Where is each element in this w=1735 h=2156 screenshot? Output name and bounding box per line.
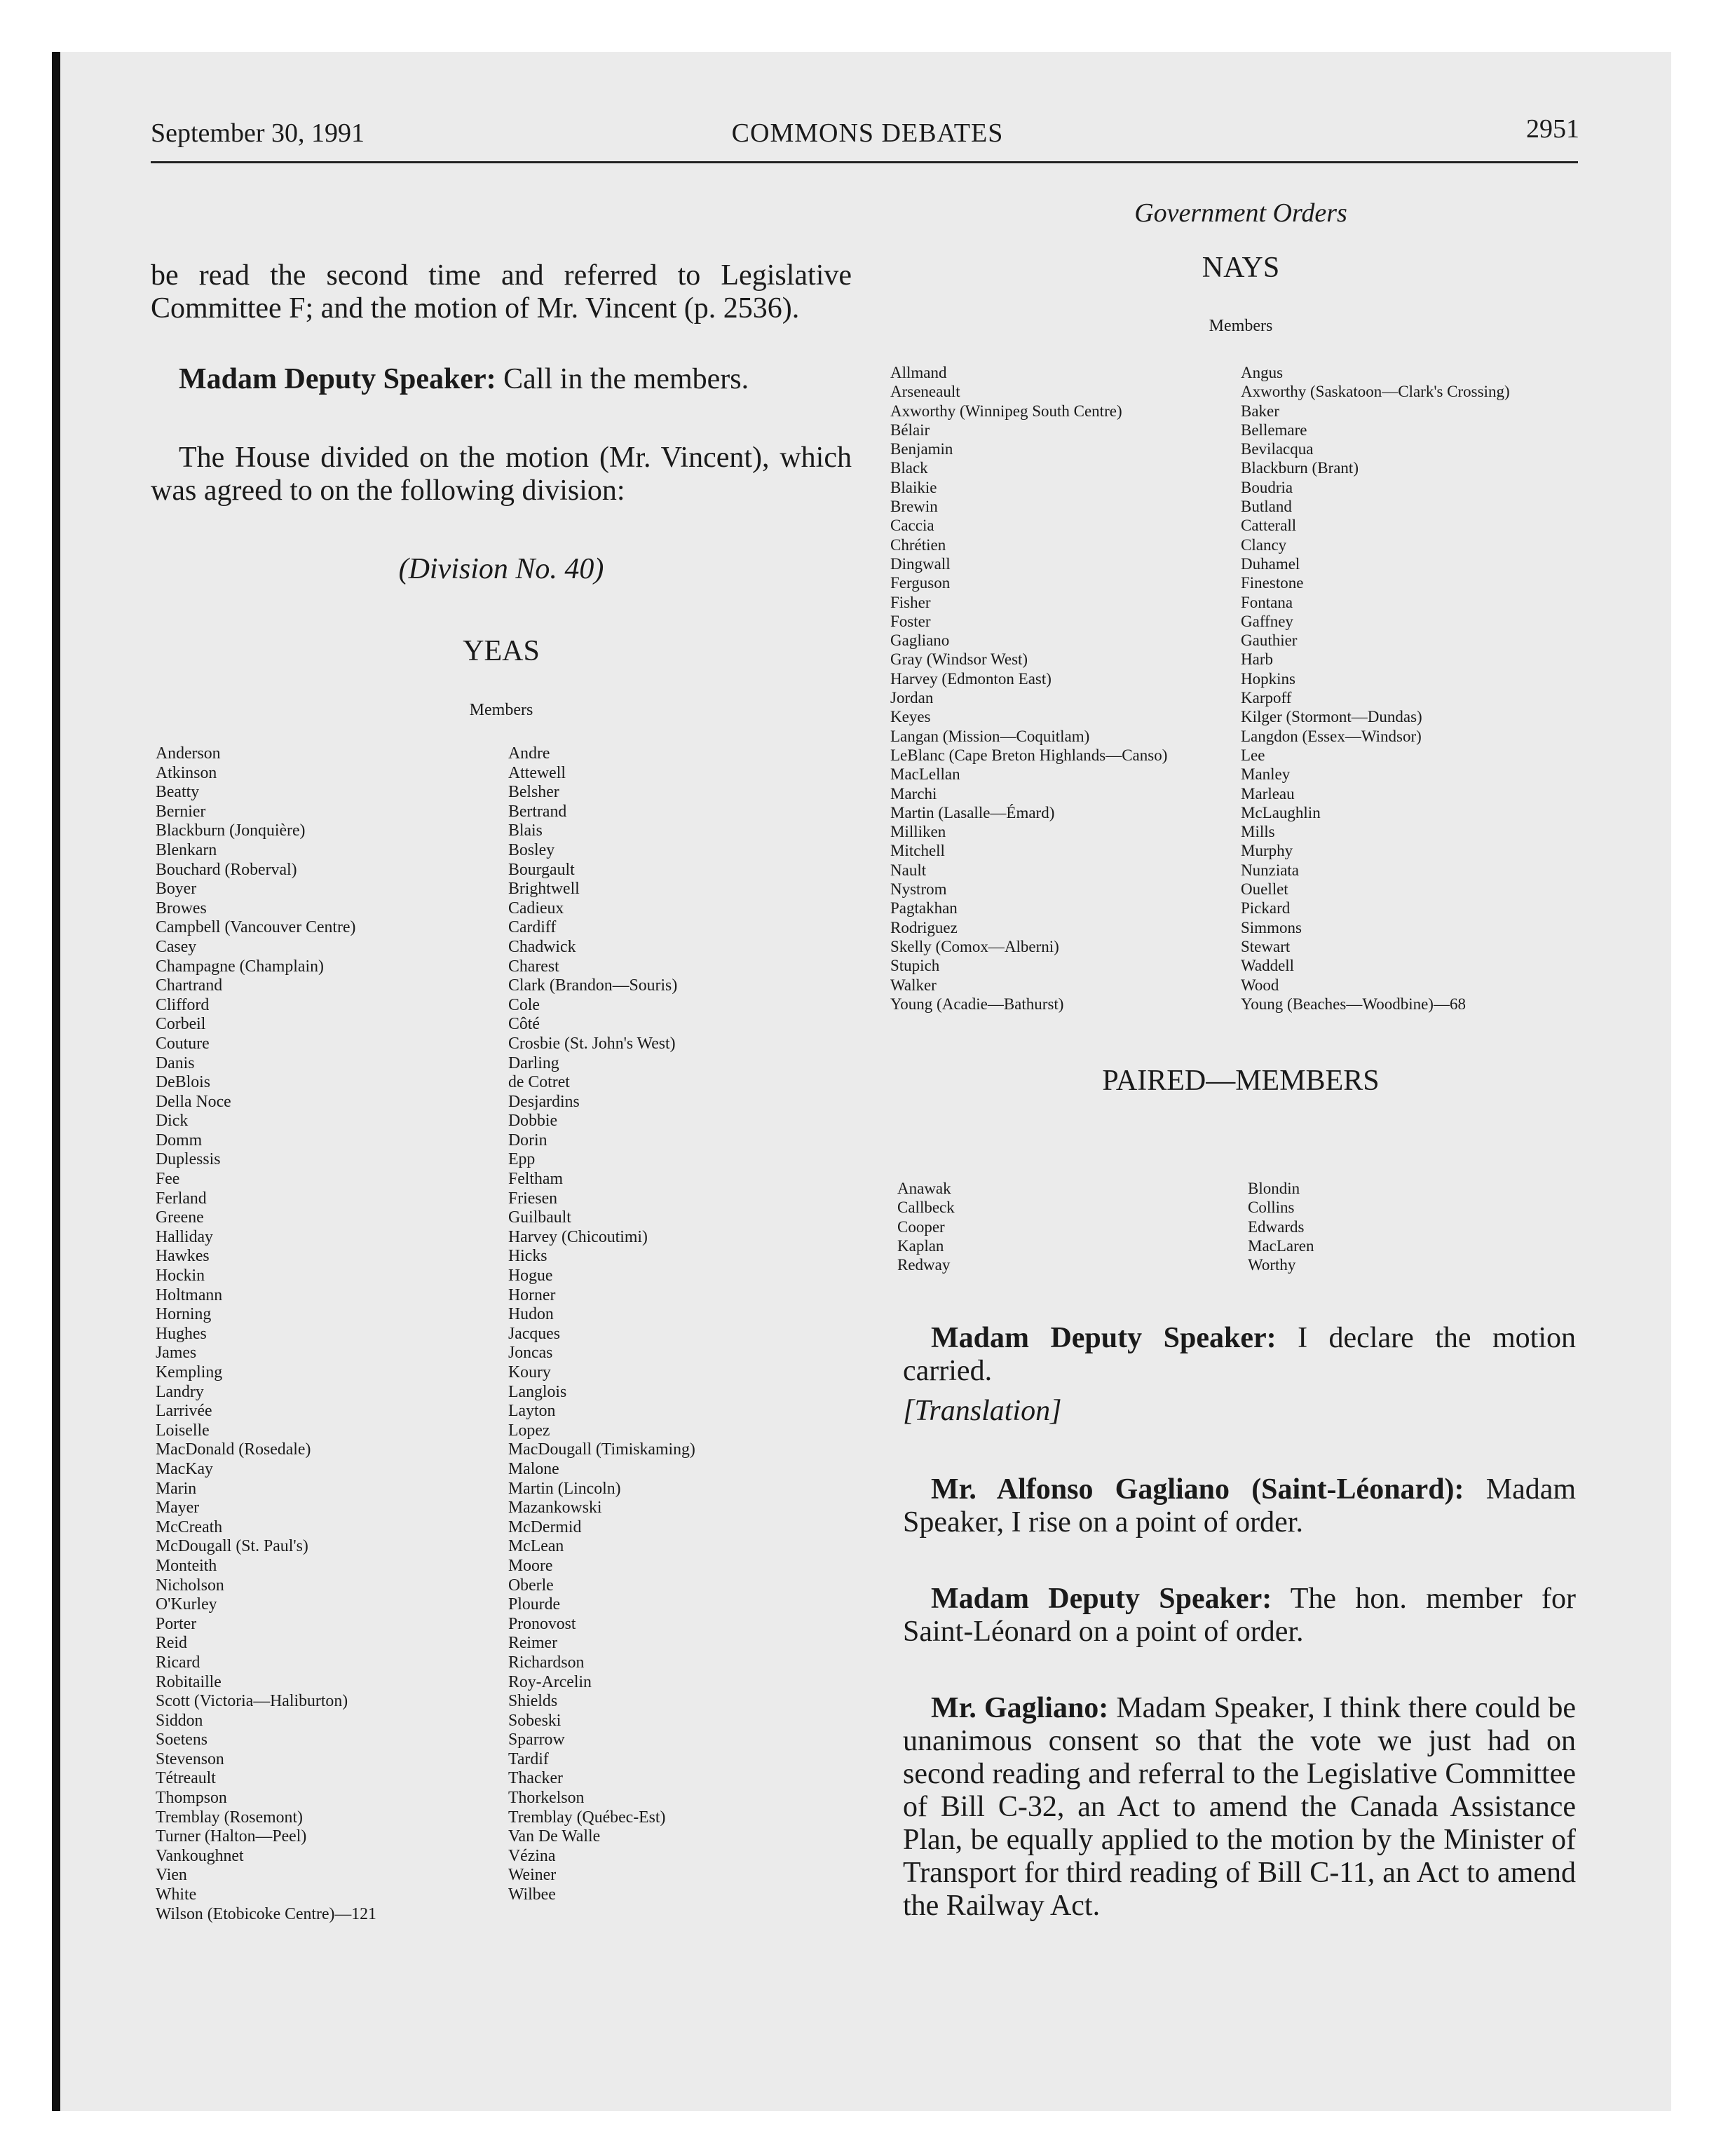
member-name: Shields <box>508 1692 558 1711</box>
member-name: Stevenson <box>156 1749 224 1768</box>
paragraph-division: The House divided on the motion (Mr. Vincent), which was agreed to on the following division: <box>151 442 852 507</box>
member-name: Ricard <box>156 1653 200 1672</box>
member-name: Tétreault <box>156 1769 216 1788</box>
member-name: Black <box>890 459 928 477</box>
member-name: Brightwell <box>508 880 580 899</box>
member-name: Wilson (Etobicoke Centre)—121 <box>156 1904 376 1923</box>
member-name: Crosbie (St. John's West) <box>508 1034 676 1053</box>
nays-members-label: Members <box>1209 317 1273 335</box>
member-name: Desjardins <box>508 1092 580 1111</box>
section-label: Government Orders <box>1134 198 1347 228</box>
member-name: Beatty <box>156 783 200 802</box>
member-name: Clark (Brandon—Souris) <box>508 976 678 995</box>
member-name: Murphy <box>1241 842 1293 860</box>
member-name: McLaughlin <box>1241 803 1321 821</box>
member-name: Moore <box>508 1556 553 1575</box>
header-title: COMMONS DEBATES <box>731 118 1004 148</box>
member-name: Marin <box>156 1479 197 1498</box>
member-name: Caccia <box>890 517 934 535</box>
member-name: Kilger (Stormont—Dundas) <box>1241 708 1422 726</box>
yeas-list-1 <box>156 744 376 1924</box>
member-name: Dingwall <box>890 554 951 573</box>
page-number: 2951 <box>1526 114 1579 144</box>
member-name: Wood <box>1241 976 1279 994</box>
member-name: Robitaille <box>156 1672 222 1691</box>
member-name: White <box>156 1885 197 1904</box>
member-name: Gray (Windsor West) <box>890 650 1028 669</box>
member-name: McLean <box>508 1537 564 1556</box>
speech-text: Madam Speaker, I rise on a point of order. <box>903 1473 1577 1538</box>
member-name: Browes <box>156 899 207 917</box>
member-name: Hughes <box>156 1324 207 1343</box>
member-name: Van De Walle <box>508 1827 601 1846</box>
member-name: Ferland <box>156 1189 207 1208</box>
member-name: Andre <box>508 744 550 763</box>
member-name: Reimer <box>508 1634 558 1653</box>
member-name: Martin (Lincoln) <box>508 1479 621 1498</box>
member-name: Tremblay (Rosemont) <box>156 1808 303 1827</box>
member-name: Vien <box>156 1866 187 1885</box>
member-name: Collins <box>1248 1199 1295 1217</box>
member-name: Martin (Lasalle—Émard) <box>890 803 1055 821</box>
member-name: Dorin <box>508 1131 547 1149</box>
member-name: Kaplan <box>897 1236 944 1255</box>
speaker-name: Madam Deputy Speaker: <box>931 1583 1272 1615</box>
member-name: Corbeil <box>156 1015 206 1034</box>
member-name: Lopez <box>508 1421 550 1440</box>
member-name: Friesen <box>508 1189 558 1208</box>
member-name: Tardif <box>508 1749 549 1768</box>
member-name: Clancy <box>1241 535 1287 554</box>
member-name: Della Noce <box>156 1092 231 1111</box>
member-name: MacDougall (Timiskaming) <box>508 1440 695 1459</box>
member-name: Bosley <box>508 840 555 859</box>
member-name: Hicks <box>508 1247 547 1266</box>
member-name: Kempling <box>156 1363 223 1381</box>
member-name: Darling <box>508 1053 559 1072</box>
member-name: Keyes <box>890 708 931 726</box>
member-name: Simmons <box>1241 918 1302 936</box>
yeas-list-2 <box>508 744 695 1905</box>
member-name: Turner (Halton—Peel) <box>156 1827 307 1846</box>
member-name: Hogue <box>508 1267 553 1285</box>
member-name: Scott (Victoria—Haliburton) <box>156 1692 348 1711</box>
member-name: Atkinson <box>156 763 217 782</box>
member-name: Bourgault <box>508 860 575 879</box>
member-name: Danis <box>156 1053 195 1072</box>
nays-heading: NAYS <box>1202 252 1280 284</box>
member-name: Roy-Arcelin <box>508 1672 592 1691</box>
member-name: Benjamin <box>890 440 953 458</box>
member-name: Oberle <box>508 1576 554 1595</box>
speech-text: Madam Speaker, I think there could be unanimous consent so that the vote we just had on second reading and referral to the Legislative Committee of Bill C-32, an Act to amend the Canada Assistance Plan, be equally applied to the motion by the Minister of Transport for third reading of Bill C-11, an Act to amend the Railway Act. <box>903 1692 1576 1922</box>
member-name: Sparrow <box>508 1731 565 1749</box>
member-name: Milliken <box>890 823 946 841</box>
member-name: Casey <box>156 937 197 956</box>
member-name: Nunziata <box>1241 861 1300 879</box>
member-name: Vankoughnet <box>156 1846 244 1865</box>
member-name: Greene <box>156 1208 204 1227</box>
member-name: Catterall <box>1241 517 1297 535</box>
paragraph-referral: be read the second time and referred to Legislative Committee F; and the motion of Mr. Vincent (p. 2536). <box>151 259 852 325</box>
member-name: Waddell <box>1241 957 1295 975</box>
member-name: Callbeck <box>897 1199 955 1217</box>
member-name: Mayer <box>156 1499 200 1517</box>
member-name: Cooper <box>897 1217 945 1236</box>
member-name: Porter <box>156 1614 197 1633</box>
yeas-heading: YEAS <box>463 635 540 667</box>
member-name: Domm <box>156 1131 203 1149</box>
member-name: Jacques <box>508 1324 561 1343</box>
member-name: MacDonald (Rosedale) <box>156 1440 311 1459</box>
member-name: McDermid <box>508 1517 582 1536</box>
member-name: LeBlanc (Cape Breton Highlands—Canso) <box>890 746 1168 764</box>
member-name: Charest <box>508 957 559 976</box>
member-name: Blaikie <box>890 478 937 496</box>
member-name: Cadieux <box>508 899 564 917</box>
member-name: Duplessis <box>156 1150 221 1169</box>
speech-text: Call in the members. <box>503 363 749 395</box>
member-name: Stewart <box>1241 937 1291 955</box>
nays-list-1 <box>890 363 1167 1014</box>
member-name: Duhamel <box>1241 554 1300 573</box>
member-name: Thompson <box>156 1789 227 1808</box>
member-name: de Cotret <box>508 1073 570 1092</box>
member-name: Thacker <box>508 1769 563 1788</box>
member-name: Harb <box>1241 650 1273 669</box>
member-name: Manley <box>1241 765 1291 784</box>
member-name: McCreath <box>156 1517 223 1536</box>
member-name: Bertrand <box>508 802 567 821</box>
member-name: Langlois <box>508 1382 567 1401</box>
member-name: Halliday <box>156 1227 213 1246</box>
member-name: Soetens <box>156 1731 208 1749</box>
member-name: Jordan <box>890 689 934 707</box>
member-name: Loiselle <box>156 1421 210 1440</box>
member-name: Langan (Mission—Coquitlam) <box>890 727 1090 745</box>
member-name: MacLaren <box>1248 1236 1314 1255</box>
member-name: Hudon <box>508 1305 554 1324</box>
member-name: Pickard <box>1241 899 1291 917</box>
member-name: Chrétien <box>890 535 946 554</box>
member-name: Gauthier <box>1241 632 1298 650</box>
member-name: Young (Acadie—Bathurst) <box>890 995 1064 1013</box>
member-name: Stupich <box>890 957 940 975</box>
member-name: Boyer <box>156 880 197 899</box>
member-name: Allmand <box>890 364 947 381</box>
member-name: Bouchard (Roberval) <box>156 860 297 879</box>
member-name: Young (Beaches—Woodbine)—68 <box>1241 995 1466 1013</box>
member-name: Richardson <box>508 1653 585 1672</box>
member-name: Epp <box>508 1150 536 1169</box>
paired-heading: PAIRED—MEMBERS <box>1102 1065 1380 1097</box>
member-name: Champagne (Champlain) <box>156 957 324 976</box>
member-name: Gaffney <box>1241 612 1293 630</box>
member-name: Landry <box>156 1382 204 1401</box>
member-name: Tremblay (Québec-Est) <box>508 1808 666 1827</box>
member-name: Butland <box>1241 498 1292 516</box>
member-name: Blenkarn <box>156 840 217 859</box>
member-name: Marchi <box>890 784 937 803</box>
member-name: Feltham <box>508 1170 563 1189</box>
member-name: Harvey (Edmonton East) <box>890 669 1052 688</box>
member-name: Bernier <box>156 802 206 821</box>
translation-note: [Translation] <box>903 1395 1062 1427</box>
member-name: Couture <box>156 1034 210 1053</box>
member-name: Holtmann <box>156 1285 223 1304</box>
member-name: Clifford <box>156 995 210 1014</box>
speech-text: I declare the motion carried. <box>903 1322 1576 1387</box>
division-number: (Division No. 40) <box>398 553 604 585</box>
speaker-name: Mr. Alfonso Gagliano (Saint-Léonard): <box>931 1473 1464 1506</box>
member-name: Marleau <box>1241 784 1295 803</box>
member-name: Plourde <box>508 1595 561 1614</box>
member-name: Weiner <box>508 1866 557 1885</box>
member-name: Mazankowski <box>508 1499 602 1517</box>
member-name: Axworthy (Saskatoon—Clark's Crossing) <box>1241 383 1510 401</box>
member-name: Chadwick <box>508 937 576 956</box>
member-name: Bellemare <box>1241 421 1307 439</box>
paragraph-motion-carried <box>903 1322 1576 1388</box>
member-name: Koury <box>508 1363 551 1381</box>
member-name: Gagliano <box>890 632 950 650</box>
member-name: Guilbault <box>508 1208 571 1227</box>
member-name: Bélair <box>890 421 930 439</box>
member-name: Baker <box>1241 402 1279 420</box>
member-name: Finestone <box>1241 574 1304 592</box>
member-name: Foster <box>890 612 931 630</box>
member-name: Fisher <box>890 593 931 611</box>
member-name: Joncas <box>508 1344 553 1363</box>
member-name: Harvey (Chicoutimi) <box>508 1227 648 1246</box>
member-name: Hopkins <box>1241 669 1295 688</box>
member-name: Dobbie <box>508 1112 558 1131</box>
paragraph-gagliano-point <box>903 1473 1576 1539</box>
member-name: Worthy <box>1248 1256 1296 1274</box>
member-name: Chartrand <box>156 976 223 995</box>
member-name: Horning <box>156 1305 212 1324</box>
member-name: Redway <box>897 1256 951 1274</box>
paragraph-deputy-speaker <box>903 1583 1576 1649</box>
speaker-name: Madam Deputy Speaker: <box>179 363 496 395</box>
paired-list-2 <box>1248 1179 1314 1274</box>
member-name: Pagtakhan <box>890 899 958 917</box>
member-name: Larrivée <box>156 1402 212 1421</box>
member-name: Dick <box>156 1112 189 1131</box>
member-name: Fee <box>156 1170 180 1189</box>
member-name: Wilbee <box>508 1885 556 1904</box>
member-name: Cole <box>508 995 540 1014</box>
member-name: Vézina <box>508 1846 556 1865</box>
member-name: O'Kurley <box>156 1595 217 1614</box>
member-name: Skelly (Comox—Alberni) <box>890 937 1059 955</box>
nays-list-2 <box>1241 363 1510 1014</box>
member-name: Karpoff <box>1241 689 1292 707</box>
member-name: Ouellet <box>1241 880 1288 899</box>
paragraph-call-members <box>151 363 852 396</box>
member-name: Axworthy (Winnipeg South Centre) <box>890 402 1122 420</box>
member-name: Anawak <box>897 1180 951 1197</box>
member-name: Boudria <box>1241 478 1293 496</box>
member-name: Siddon <box>156 1711 203 1730</box>
member-name: Campbell (Vancouver Centre) <box>156 918 356 937</box>
member-name: Reid <box>156 1634 187 1653</box>
member-name: Mitchell <box>890 842 945 860</box>
member-name: Sobeski <box>508 1711 562 1730</box>
yeas-members-label: Members <box>469 701 533 719</box>
member-name: Anderson <box>156 744 221 763</box>
speaker-name: Mr. Gagliano: <box>931 1692 1109 1724</box>
member-name: McDougall (St. Paul's) <box>156 1537 308 1556</box>
member-name: Cardiff <box>508 918 557 937</box>
header-date: September 30, 1991 <box>151 118 365 148</box>
member-name: Edwards <box>1248 1217 1305 1236</box>
member-name: Rodriguez <box>890 918 958 936</box>
paired-list-1 <box>897 1179 955 1274</box>
member-name: Blackburn (Jonquière) <box>156 821 306 840</box>
member-name: Belsher <box>508 783 559 802</box>
member-name: Langdon (Essex—Windsor) <box>1241 727 1422 745</box>
member-name: Nicholson <box>156 1576 224 1595</box>
member-name: Nystrom <box>890 880 947 899</box>
member-name: Hockin <box>156 1267 205 1285</box>
member-name: Blais <box>508 821 543 840</box>
member-name: Brewin <box>890 498 938 516</box>
member-name: Pronovost <box>508 1614 576 1633</box>
member-name: Walker <box>890 976 937 994</box>
member-name: Blondin <box>1248 1180 1300 1197</box>
member-name: Angus <box>1241 364 1284 381</box>
header-rule <box>151 161 1578 163</box>
member-name: MacLellan <box>890 765 960 784</box>
paragraph-gagliano-consent <box>903 1692 1576 1923</box>
member-name: Nault <box>890 861 927 879</box>
scan-edge <box>52 52 60 2111</box>
member-name: Thorkelson <box>508 1789 585 1808</box>
member-name: Lee <box>1241 746 1265 764</box>
member-name: Layton <box>508 1402 556 1421</box>
member-name: Arseneault <box>890 383 960 401</box>
member-name: Attewell <box>508 763 566 782</box>
member-name: DeBlois <box>156 1073 211 1092</box>
member-name: Hawkes <box>156 1247 210 1266</box>
member-name: Côté <box>508 1015 540 1034</box>
member-name: James <box>156 1344 197 1363</box>
member-name: Bevilacqua <box>1241 440 1314 458</box>
speaker-name: Madam Deputy Speaker: <box>931 1322 1277 1354</box>
member-name: Blackburn (Brant) <box>1241 459 1359 477</box>
member-name: Ferguson <box>890 574 951 592</box>
speech-text: The hon. member for Saint-Léonard on a point of order. <box>903 1583 1576 1648</box>
member-name: Mills <box>1241 823 1275 841</box>
member-name: Monteith <box>156 1556 217 1575</box>
member-name: Malone <box>508 1459 559 1478</box>
member-name: Fontana <box>1241 593 1293 611</box>
member-name: MacKay <box>156 1459 213 1478</box>
member-name: Horner <box>508 1285 556 1304</box>
